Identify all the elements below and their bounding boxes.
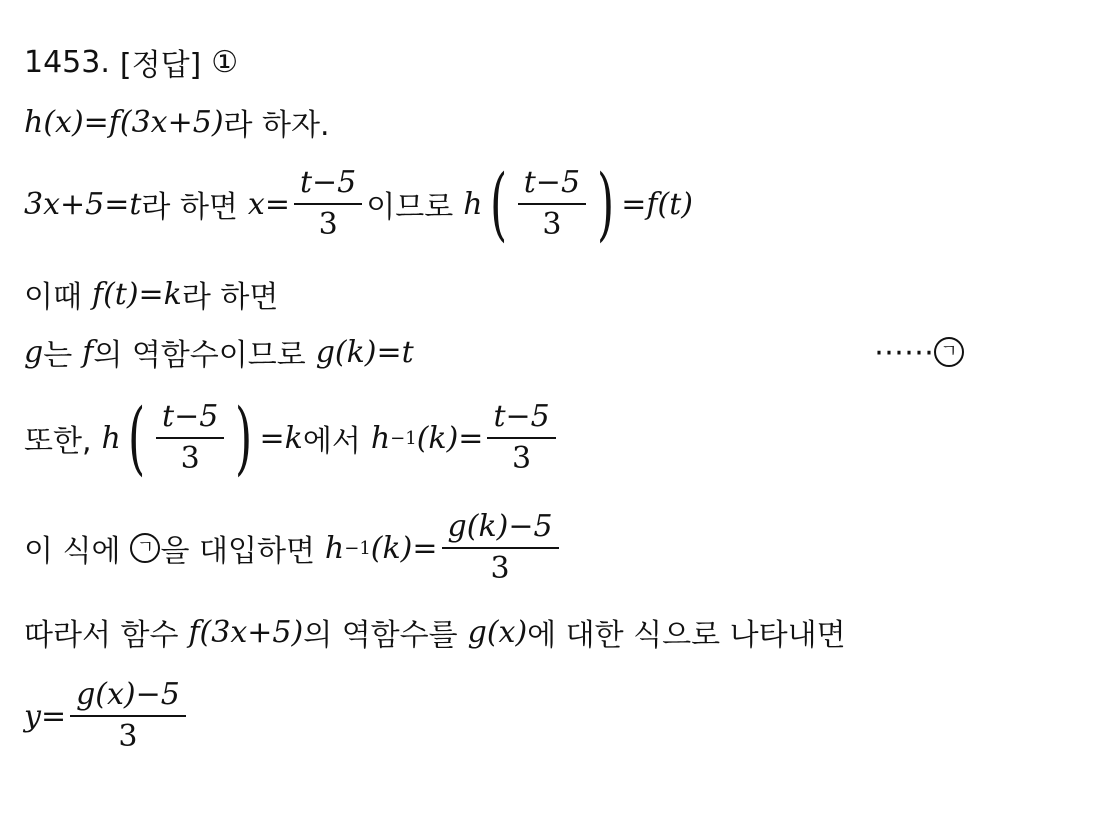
fraction-h-arg bbox=[156, 397, 224, 479]
connector-text: 이므로 bbox=[366, 190, 454, 225]
ft-equals-k: f(t)=k bbox=[91, 276, 182, 312]
substitute-line bbox=[24, 500, 563, 596]
f-composite: f(3x+5) bbox=[188, 614, 304, 650]
also-line bbox=[24, 390, 560, 486]
fraction-result bbox=[487, 397, 555, 479]
fraction-denominator: 3 bbox=[318, 207, 338, 242]
fraction-denominator: 3 bbox=[512, 441, 532, 476]
g-symbol: g bbox=[24, 334, 44, 370]
fraction-numerator: t−5 bbox=[299, 165, 357, 200]
fraction-numerator: t−5 bbox=[493, 399, 550, 434]
substitute-text: 을 대입하면 bbox=[160, 534, 315, 569]
of-k-equals: (k)= bbox=[370, 530, 438, 566]
gx-symbol: g(x) bbox=[467, 614, 528, 650]
left-paren: ( bbox=[127, 391, 146, 484]
x-equals: x= bbox=[247, 186, 290, 222]
problem-number: 1453. bbox=[24, 44, 110, 80]
express-text: 에 대한 식으로 나타내면 bbox=[527, 618, 846, 653]
fraction-result bbox=[442, 507, 559, 589]
inverse-of-text: 의 역함수를 bbox=[303, 618, 458, 653]
final-answer-line bbox=[24, 668, 190, 764]
h-inverse-symbol: h bbox=[324, 530, 345, 566]
of-k-equals: (k)= bbox=[416, 420, 484, 456]
from-text: 에서 bbox=[302, 424, 361, 459]
rhs-ft: =f(t) bbox=[621, 186, 693, 222]
equation-marker: ㄱ bbox=[130, 533, 160, 563]
answer-heading bbox=[24, 40, 238, 84]
fraction-denominator: 3 bbox=[490, 551, 510, 586]
left-paren: ( bbox=[489, 157, 507, 250]
equals-k: =k bbox=[259, 420, 303, 456]
substitution-line bbox=[24, 156, 693, 252]
let-text-2: 라 하면 bbox=[181, 280, 279, 315]
let-k-line bbox=[24, 272, 278, 316]
fraction-numerator: t−5 bbox=[162, 399, 219, 434]
particle-text: 는 bbox=[43, 338, 73, 373]
gk-equals-t: g(k)=t bbox=[315, 334, 414, 370]
this-equation-text: 이 식에 bbox=[24, 534, 121, 569]
fraction-numerator: t−5 bbox=[523, 165, 581, 200]
let-text: 이때 bbox=[24, 280, 82, 315]
fraction-denominator: 3 bbox=[118, 719, 138, 754]
leader-dots: ⋯⋯ bbox=[874, 334, 934, 370]
fraction-x bbox=[294, 163, 362, 245]
substitution-eq: 3x+5=t bbox=[24, 186, 142, 222]
final-fraction bbox=[70, 675, 186, 757]
answer-mark: ① bbox=[211, 44, 239, 80]
right-paren: ) bbox=[235, 391, 253, 484]
inverse-text: 의 역함수이므로 bbox=[93, 338, 306, 373]
fraction-numerator: g(k)−5 bbox=[447, 509, 553, 544]
fraction-denominator: 3 bbox=[180, 441, 200, 476]
right-paren: ) bbox=[597, 157, 615, 250]
answer-label: [정답] bbox=[119, 48, 202, 83]
conclusion-line bbox=[24, 610, 846, 654]
y-equals: y= bbox=[24, 698, 67, 734]
h-symbol: h bbox=[463, 186, 483, 222]
h-definition: h(x)=f(3x+5) bbox=[24, 104, 224, 140]
equation-marker: ㄱ bbox=[934, 337, 964, 367]
h-inverse-symbol: h bbox=[370, 420, 391, 456]
inverse-exponent: −1 bbox=[344, 537, 371, 559]
fraction-h-arg bbox=[518, 163, 586, 245]
substitution-text: 라 하면 bbox=[141, 190, 238, 225]
f-symbol: f bbox=[82, 334, 94, 370]
fraction-numerator: g(x)−5 bbox=[76, 677, 180, 712]
inverse-line bbox=[24, 330, 964, 374]
definition-line bbox=[24, 100, 330, 144]
fraction-denominator: 3 bbox=[542, 207, 562, 242]
definition-text: 라 하자. bbox=[223, 108, 330, 143]
also-text: 또한, bbox=[24, 424, 92, 459]
inverse-exponent: −1 bbox=[390, 427, 417, 449]
therefore-text: 따라서 함수 bbox=[24, 618, 179, 653]
h-symbol: h bbox=[101, 420, 121, 456]
